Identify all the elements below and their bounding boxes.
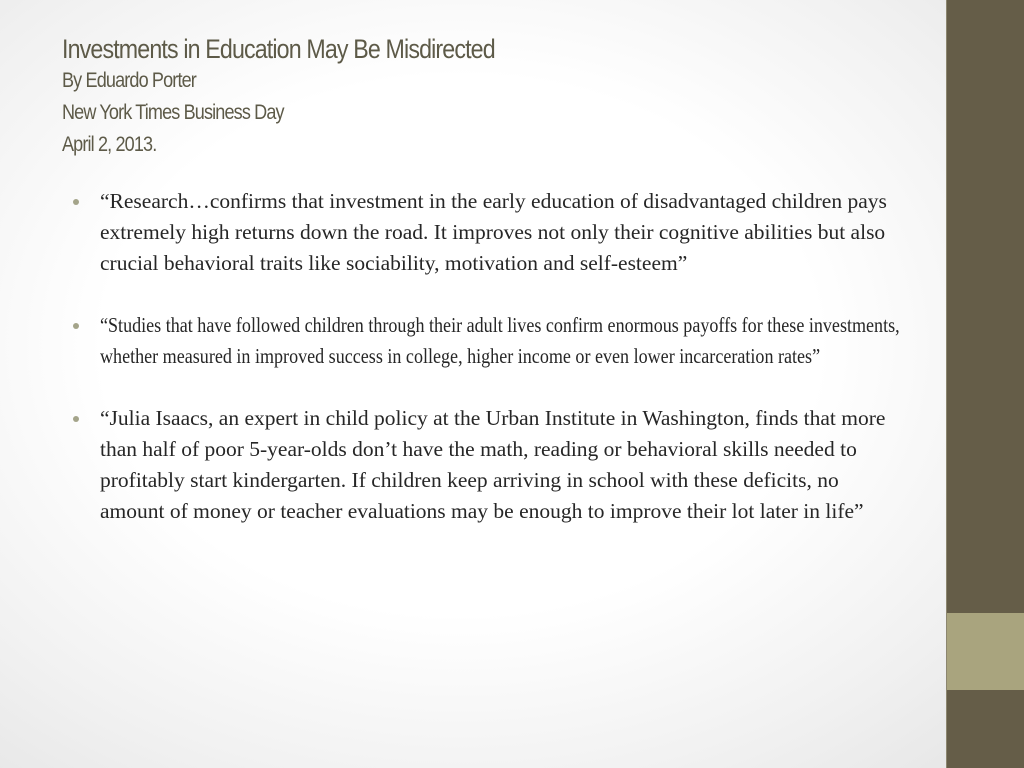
bullet-item xyxy=(72,186,902,279)
slide-title: Investments in Education May Be Misdirected xyxy=(62,34,495,64)
bullet-dot-icon xyxy=(73,199,79,205)
publication-source: New York Times Business Day xyxy=(62,101,284,124)
decorative-sidebar xyxy=(947,0,1024,768)
bullet-item xyxy=(72,403,902,527)
bullet-text: “Julia Isaacs, an expert in child policy at the Urban Institute in Washington, finds that more than half of poor 5-year-olds don’t have the math, reading or behavioral skills needed to profitably start kindergarten. If children keep arriving in school with these deficits, no amount of money or teacher evaluations may be enough to improve their lot later in life” xyxy=(100,406,886,523)
slide-title-block xyxy=(62,33,565,161)
bullet-list xyxy=(72,186,902,558)
publication-date: April 2, 2013. xyxy=(62,133,157,156)
sidebar-accent-block xyxy=(947,613,1024,690)
bullet-text: “Research…confirms that investment in the early education of disadvantaged children pays extremely high returns down the road. It improves not only their cognitive abilities but also crucial behavioral traits like sociability, motivation and self-esteem” xyxy=(100,189,887,275)
bullet-dot-icon xyxy=(73,323,79,329)
bullet-item xyxy=(72,310,902,372)
byline: By Eduardo Porter xyxy=(62,69,196,92)
bullet-dot-icon xyxy=(73,416,79,422)
bullet-text: “Studies that have followed children through their adult lives confirm enormous payoffs for these investments, whether measured in improved success in college, higher income or even lower incarceration rates” xyxy=(100,313,900,368)
